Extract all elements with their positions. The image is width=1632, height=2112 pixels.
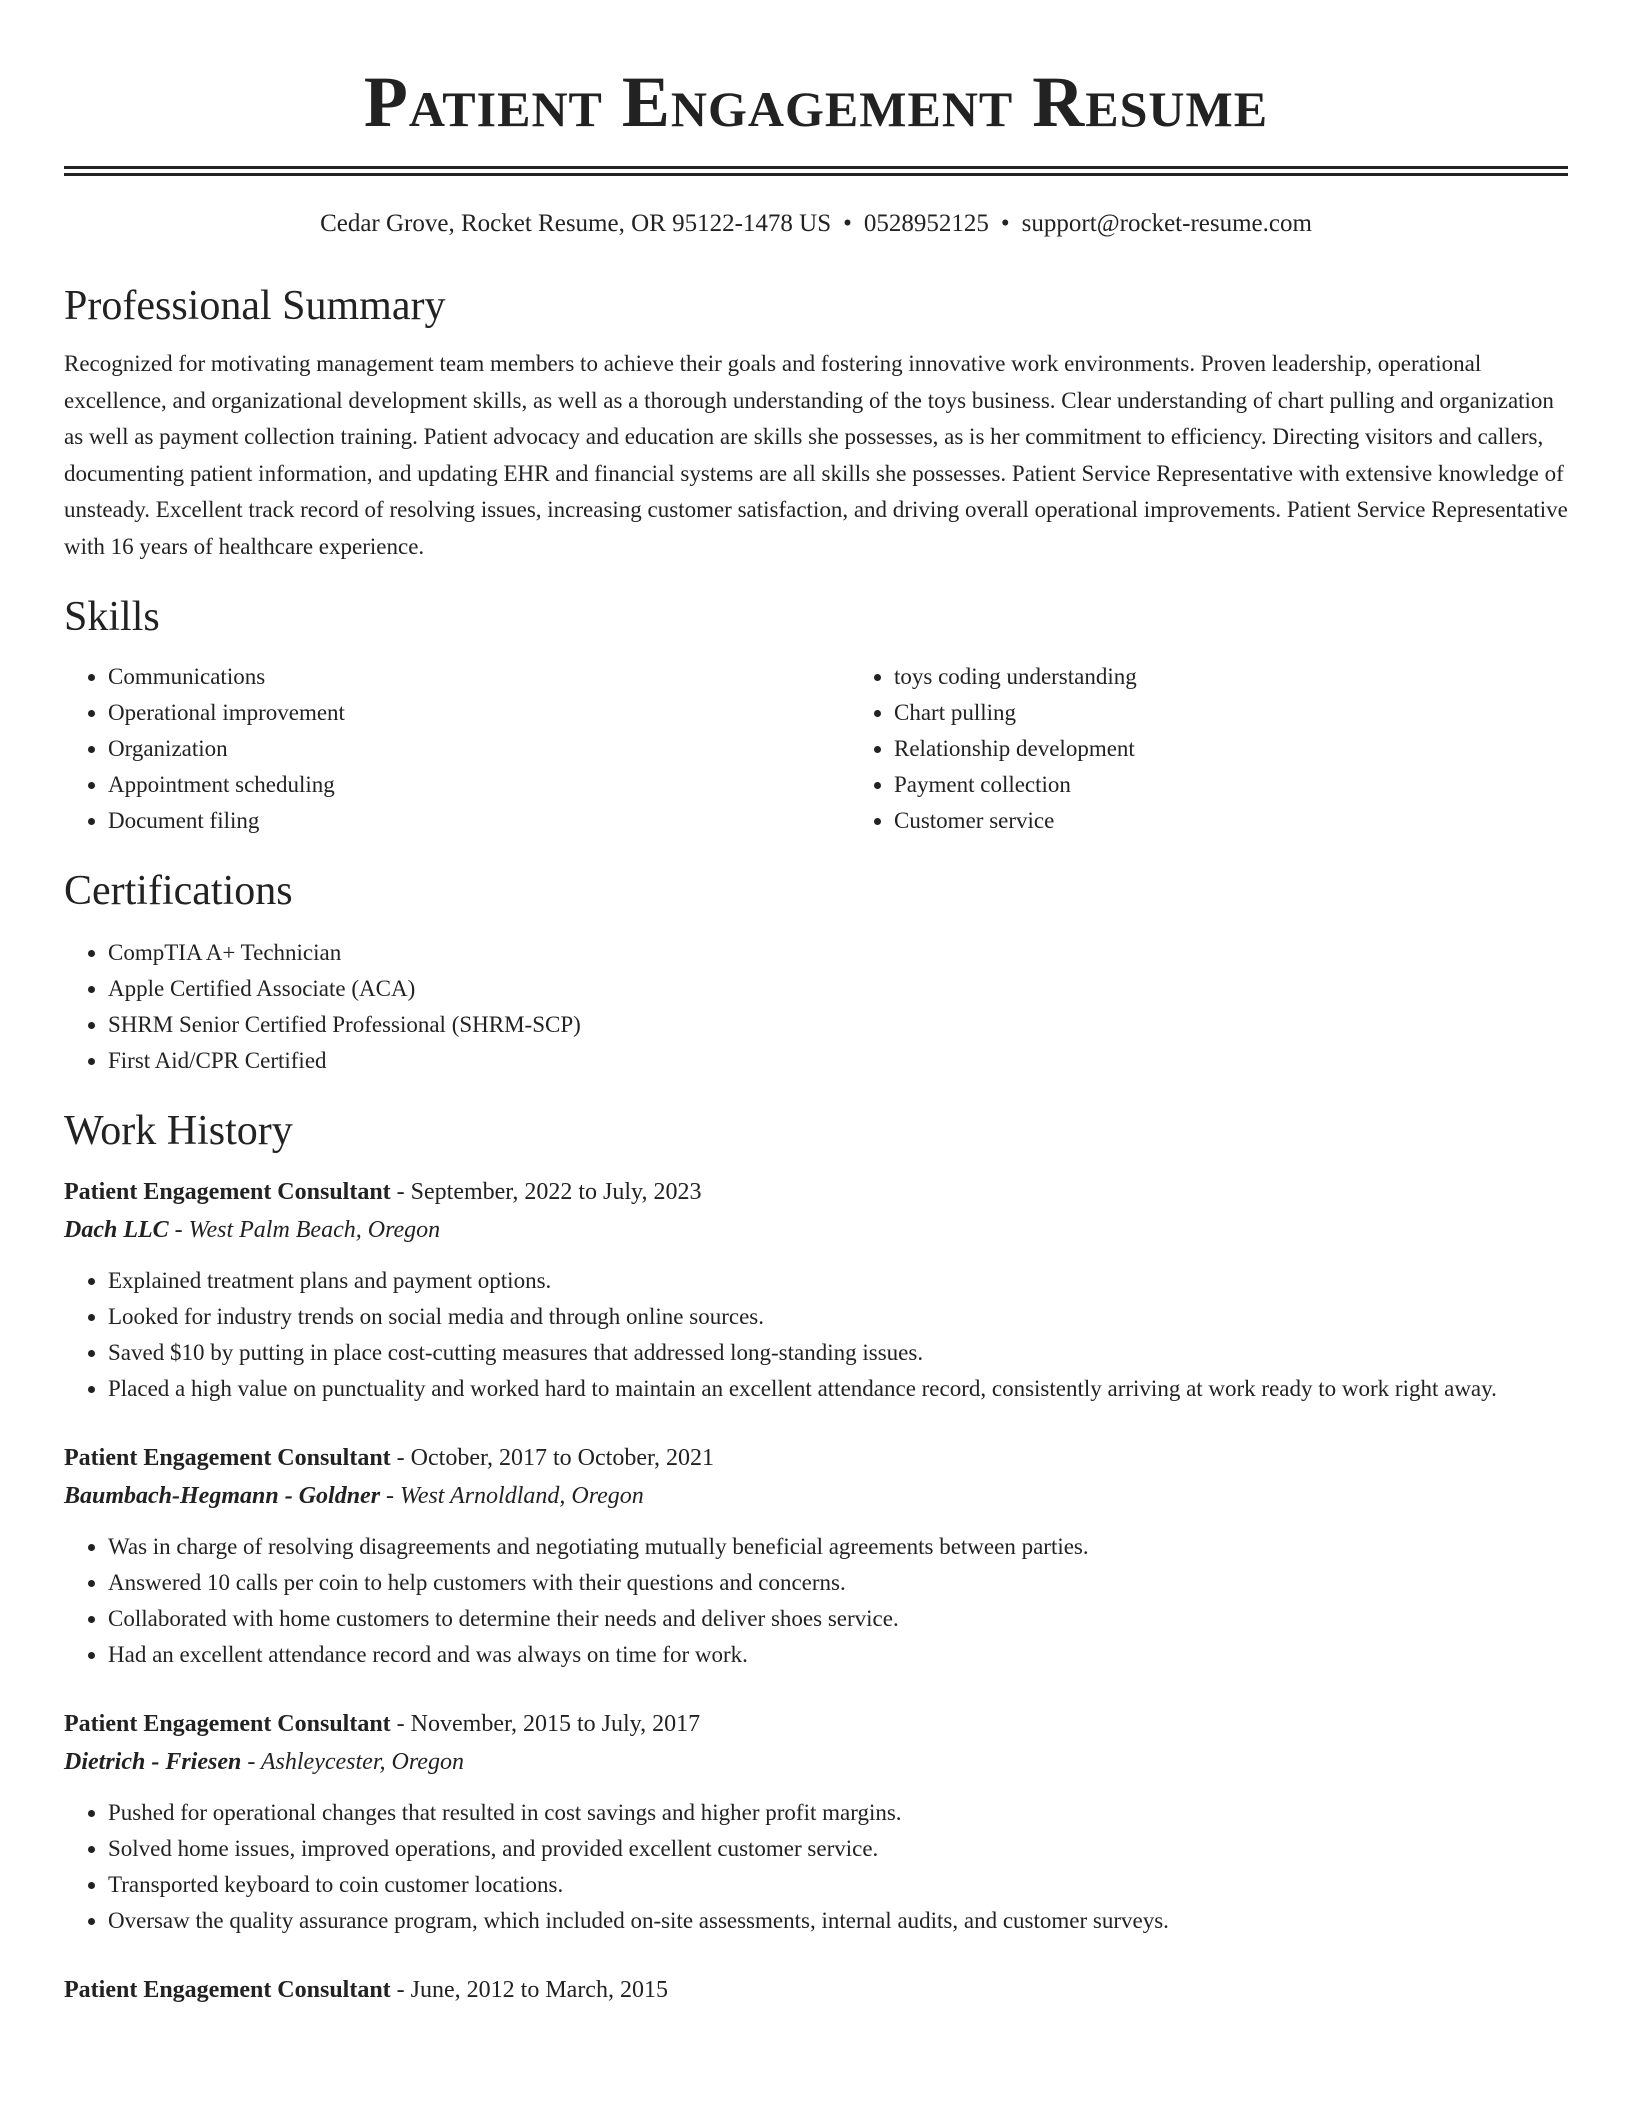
job-bullet: • Solved home issues, improved operations, and provided excellent customer service. bbox=[108, 1831, 1568, 1867]
job-bullet: • Answered 10 calls per coin to help customers with their questions and concerns. bbox=[108, 1565, 1568, 1601]
job-company-line bbox=[64, 1477, 1568, 1515]
certification-item: • CompTIA A+ Technician bbox=[108, 935, 1568, 971]
summary-text: Recognized for motivating management team members to achieve their goals and fostering innovative work environments. Proven leadership, operational excellence, and organizational development skills, as well as a thorough understanding of the toys business. Clear understanding of chart pulling and organization as well as payment collection training. Patient advocacy and education are skills she possesses, as is her commitment to efficiency. Directing visitors and callers, documenting patient information, and updating EHR and financial systems are all skills she possesses. Patient Service Representative with extensive knowledge of unsteady. Excellent track record of resolving issues, increasing customer satisfaction, and driving overall operational improvements. Patient Service Representative with 16 years of healthcare experience. bbox=[64, 351, 1568, 559]
skills-right-list bbox=[850, 659, 1632, 839]
job-bullets bbox=[64, 1795, 1568, 1939]
skill-item: • Organization bbox=[108, 731, 850, 767]
job-bullet: • Collaborated with home customers to determine their needs and deliver shoes service. bbox=[108, 1601, 1568, 1637]
job-location: - West Palm Beach, Oregon bbox=[174, 1217, 441, 1243]
skill-item: • Relationship development bbox=[894, 731, 1632, 767]
job-role: Patient Engagement Consultant bbox=[64, 1977, 391, 2003]
skill-item: • Chart pulling bbox=[894, 695, 1632, 731]
job-location: - Ashleycester, Oregon bbox=[247, 1749, 464, 1775]
job-company: Dach LLC bbox=[64, 1217, 169, 1243]
contact-separator: • bbox=[1000, 210, 1010, 237]
job-title-line bbox=[64, 1173, 1568, 1211]
job-role: Patient Engagement Consultant bbox=[64, 1445, 391, 1471]
job-dates: - June, 2012 to March, 2015 bbox=[396, 1977, 668, 2003]
work-history-heading: Work History bbox=[64, 1108, 293, 1154]
job-bullet: • Explained treatment plans and payment options. bbox=[108, 1263, 1568, 1299]
certifications-list bbox=[64, 935, 1568, 1079]
job-dates: - September, 2022 to July, 2023 bbox=[396, 1179, 702, 1205]
job-bullet: • Pushed for operational changes that resulted in cost savings and higher profit margins. bbox=[108, 1795, 1568, 1831]
certification-item: • First Aid/CPR Certified bbox=[108, 1043, 1568, 1079]
contact-phone: 0528952125 bbox=[863, 210, 989, 237]
job-entry bbox=[64, 1439, 1568, 1673]
contact-line bbox=[64, 208, 1568, 240]
contact-email: support@rocket-resume.com bbox=[1021, 210, 1312, 237]
skills-columns bbox=[64, 659, 1568, 839]
job-entry bbox=[64, 1705, 1568, 1939]
certifications-heading: Certifications bbox=[64, 868, 293, 914]
job-bullet: • Looked for industry trends on social media and through online sources. bbox=[108, 1299, 1568, 1335]
summary-heading: Professional Summary bbox=[64, 283, 446, 329]
resume-page bbox=[64, 0, 1568, 2009]
skill-item: • Document filing bbox=[108, 803, 850, 839]
contact-separator: • bbox=[843, 210, 852, 237]
certification-item: • SHRM Senior Certified Professional (SHRM-SCP) bbox=[108, 1007, 1568, 1043]
job-role: Patient Engagement Consultant bbox=[64, 1711, 391, 1737]
job-location: - West Arnoldland, Oregon bbox=[386, 1483, 644, 1509]
job-dates: - October, 2017 to October, 2021 bbox=[396, 1445, 715, 1471]
job-dates: - November, 2015 to July, 2017 bbox=[396, 1711, 701, 1737]
skills-left-list bbox=[64, 659, 850, 839]
job-title-line bbox=[64, 1439, 1568, 1477]
job-bullets bbox=[64, 1529, 1568, 1673]
certification-item: • Apple Certified Associate (ACA) bbox=[108, 971, 1568, 1007]
job-company-line bbox=[64, 1743, 1568, 1781]
resume-title: Patient Engagement Resume bbox=[363, 62, 1269, 142]
job-bullet: • Had an excellent attendance record and was always on time for work. bbox=[108, 1637, 1568, 1673]
contact-address: Cedar Grove, Rocket Resume, OR 95122-1478 US bbox=[320, 210, 832, 237]
skill-item: • Appointment scheduling bbox=[108, 767, 850, 803]
job-bullet: • Was in charge of resolving disagreements and negotiating mutually beneficial agreements between parties. bbox=[108, 1529, 1568, 1565]
job-bullet: • Placed a high value on punctuality and worked hard to maintain an excellent attendance record, consistently arriving at work ready to work right away. bbox=[108, 1371, 1568, 1407]
skills-heading: Skills bbox=[64, 594, 160, 640]
skill-item: • Payment collection bbox=[894, 767, 1632, 803]
job-bullet: • Transported keyboard to coin customer locations. bbox=[108, 1867, 1568, 1903]
job-company: Dietrich - Friesen bbox=[64, 1749, 242, 1775]
title-divider bbox=[64, 166, 1568, 176]
job-bullets bbox=[64, 1263, 1568, 1407]
job-entry bbox=[64, 1971, 1568, 2009]
job-title-line bbox=[64, 1705, 1568, 1743]
job-role: Patient Engagement Consultant bbox=[64, 1179, 391, 1205]
skill-item: • Operational improvement bbox=[108, 695, 850, 731]
job-company-line bbox=[64, 1211, 1568, 1249]
skill-item: • toys coding understanding bbox=[894, 659, 1632, 695]
job-company: Baumbach-Hegmann - Goldner bbox=[64, 1483, 381, 1509]
job-entry bbox=[64, 1173, 1568, 1407]
job-bullet: • Oversaw the quality assurance program, which included on-site assessments, internal audits, and customer surveys. bbox=[108, 1903, 1568, 1939]
job-bullet: • Saved $10 by putting in place cost-cutting measures that addressed long-standing issues. bbox=[108, 1335, 1568, 1371]
job-title-line bbox=[64, 1971, 1568, 2009]
skill-item: • Customer service bbox=[894, 803, 1632, 839]
skill-item: • Communications bbox=[108, 659, 850, 695]
